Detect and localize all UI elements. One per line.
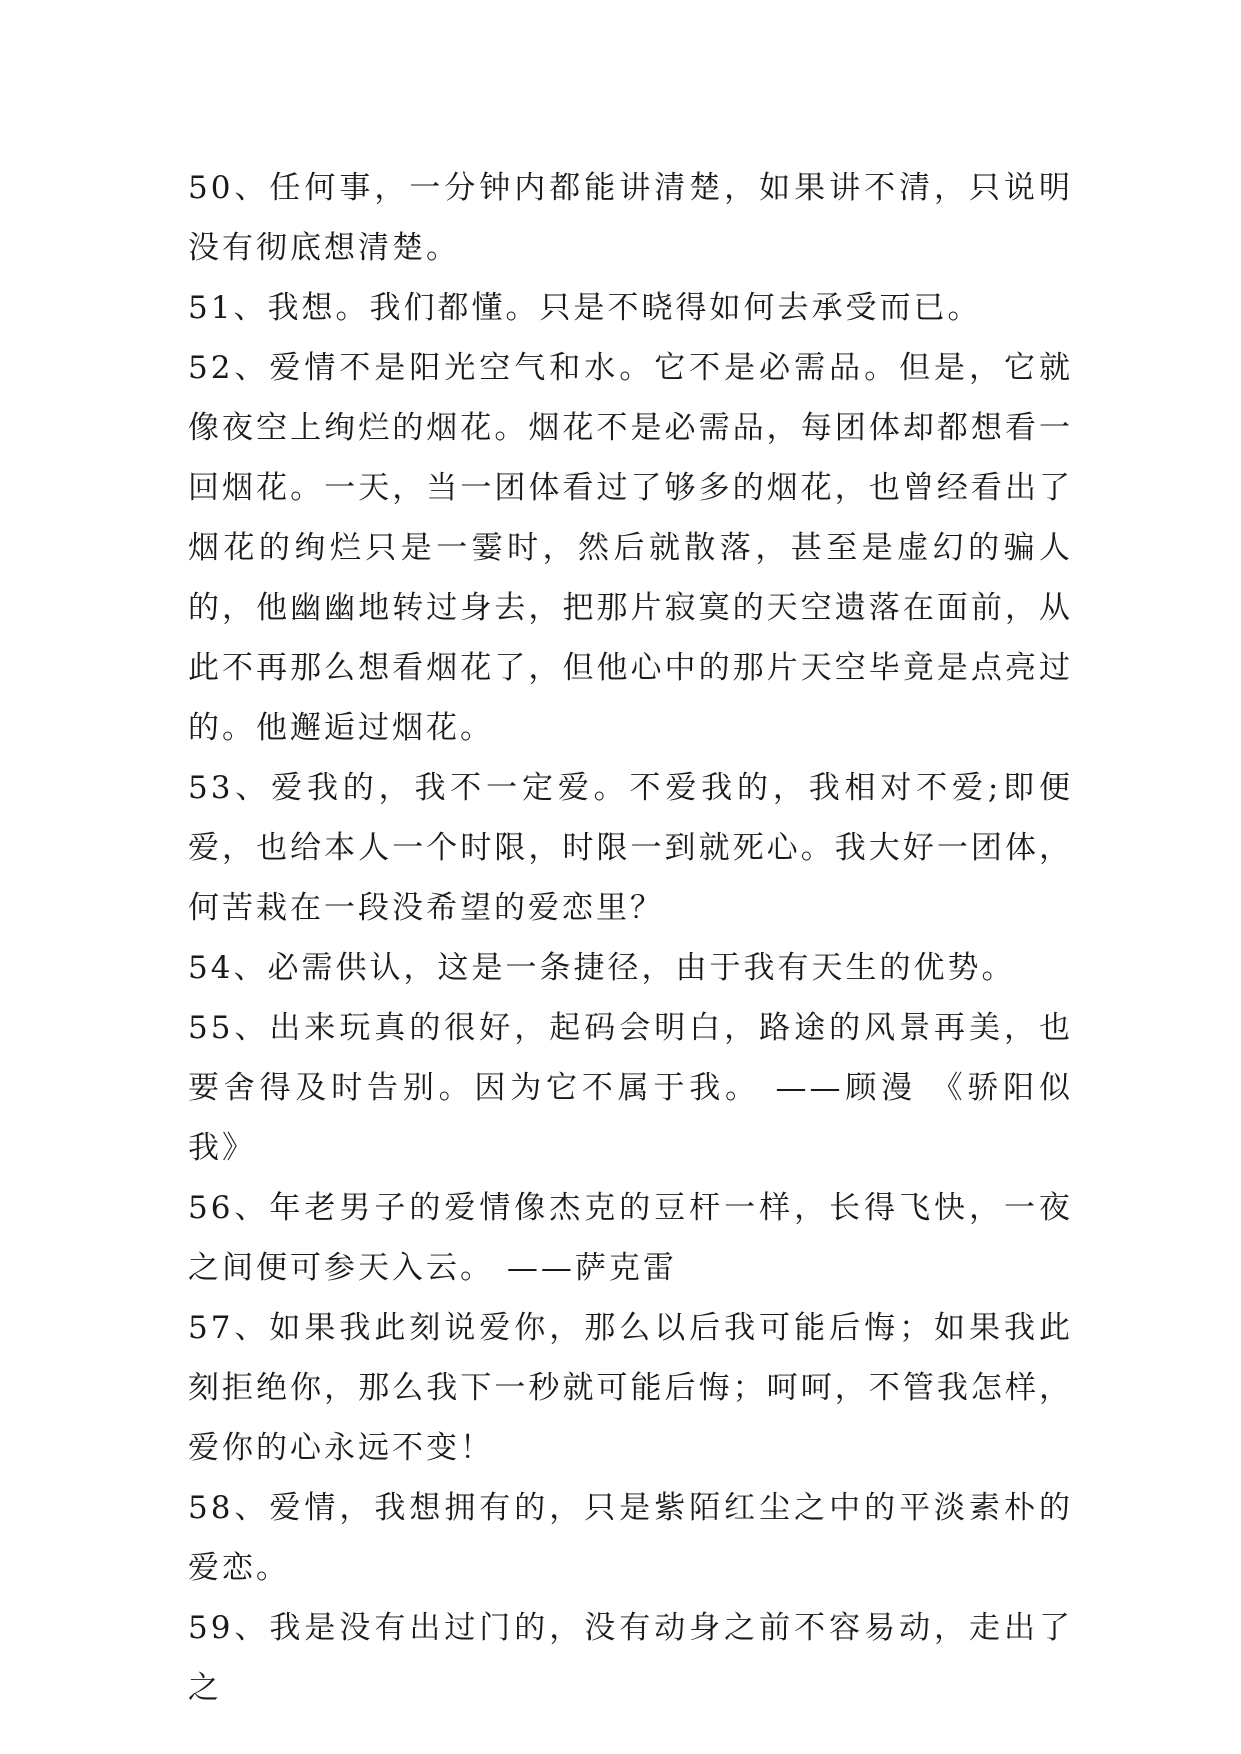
paragraph-52: 52、爱情不是阳光空气和水。它不是必需品。但是，它就像夜空上绚烂的烟花。烟花不是必需品，每团体却都想看一回烟花。一天，当一团体看过了够多的烟花，也曾经看出了烟花的绚烂只是一霎时，然后就散落，甚至是虚幻的骗人的，他幽幽地转过身去，把那片寂寞的天空遗落在面前，从此不再那么想看烟花了，但他心中的那片天空毕竟是点亮过的。他邂逅过烟花。 — [188, 350, 1073, 746]
paragraph-59: 59、我是没有出过门的，没有动身之前不容易动，走出了之 — [188, 1610, 1073, 1706]
document-body — [188, 158, 1073, 1718]
paragraph-57: 57、如果我此刻说爱你，那么以后我可能后悔；如果我此刻拒绝你，那么我下一秒就可能后悔；呵呵，不管我怎样，爱你的心永远不变！ — [188, 1310, 1073, 1466]
paragraph-51: 51、我想。我们都懂。只是不晓得如何去承受而已。 — [188, 290, 982, 326]
paragraph-53: 53、爱我的，我不一定爱。不爱我的，我相对不爱;即便爱，也给本人一个时限，时限一到就死心。我大好一团体，何苦栽在一段没希望的爱恋里？ — [188, 770, 1073, 926]
paragraph-56: 56、年老男子的爱情像杰克的豆杆一样，长得飞快，一夜之间便可参天入云。 ——萨克雷 — [188, 1190, 1073, 1286]
paragraph-58: 58、爱情，我想拥有的，只是紫陌红尘之中的平淡素朴的爱恋。 — [188, 1490, 1073, 1586]
paragraph-55: 55、出来玩真的很好，起码会明白，路途的风景再美，也要舍得及时告别。因为它不属于我。 ——顾漫 《骄阳似我》 — [188, 1010, 1073, 1166]
paragraph-50: 50、任何事，一分钟内都能讲清楚，如果讲不清，只说明没有彻底想清楚。 — [188, 170, 1073, 266]
paragraph-54: 54、必需供认，这是一条捷径，由于我有天生的优势。 — [188, 950, 1016, 986]
